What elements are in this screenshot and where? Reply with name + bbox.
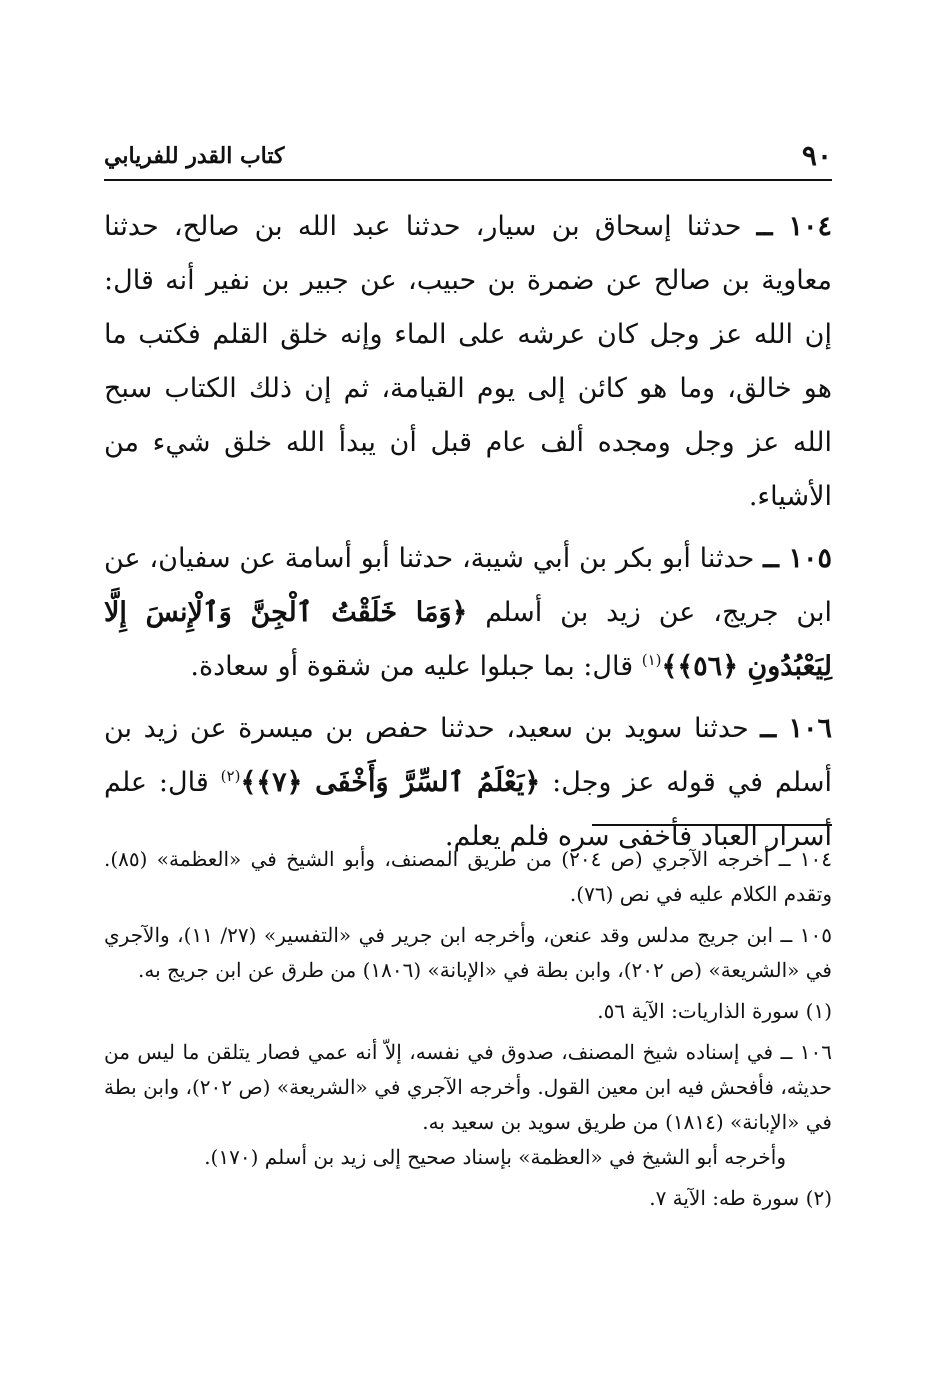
hadith-105 bbox=[104, 532, 832, 694]
hadith-text: حدثنا أبو بكر بن أبي شيبة، حدثنا أبو أسامة عن سفيان، عن ابن جريج، عن زيد بن أسلم bbox=[104, 543, 832, 628]
footnote-2 bbox=[104, 1181, 832, 1216]
footnote-text: وأخرجه أبو الشيخ في «العظمة» بإسناد صحيح إلى زيد بن أسلم (١٧٠). bbox=[204, 1145, 786, 1169]
quran-verse: ﴿وَمَا خَلَقْتُ ٱلْجِنَّ وَٱلْإِنسَ إِلَّا لِيَعْبُدُونِ ﴿٥٦﴾﴾ bbox=[104, 597, 832, 682]
footnote-label: (١) bbox=[805, 999, 832, 1023]
footnote-text: سورة الذاريات: الآية ٥٦. bbox=[597, 999, 806, 1023]
footnotes bbox=[104, 842, 832, 1222]
footnote-text: ابن جريج مدلس وقد عنعن، وأخرجه ابن جرير في «التفسير» (٢٧/ ١١)، والآجري في «الشريعة» (ص ٢٠٢)، وابن بطة في «الإبانة» (١٨٠٦) من طرق عن ابن جريج به. bbox=[104, 923, 832, 982]
hadith-number: ١٠٥ ــ bbox=[763, 543, 832, 574]
hadith-104 bbox=[104, 200, 832, 524]
footnote-text: أخرجه الآجري (ص ٢٠٤) من طريق المصنف، وأبو الشيخ في «العظمة» (٨٥). وتقدم الكلام عليه في نص (٧٦). bbox=[104, 847, 832, 906]
hadith-text: حدثنا إسحاق بن سيار، حدثنا عبد الله بن صالح، حدثنا معاوية بن صالح عن ضمرة بن حبيب، عن جبير بن نفير أنه قال: إن الله عز وجل كان عرشه على الماء وإنه خلق القلم فكتب ما هو خالق، وما هو كائن إلى يوم القيامة، ثم إن ذلك الكتاب سبح الله عز وجل ومجده ألف عام قبل أن يبدأ الله خلق شيء من الأشياء. bbox=[104, 211, 832, 512]
page-header bbox=[104, 135, 832, 181]
quran-verse: ﴿يَعْلَمُ ٱلسِّرَّ وَأَخْفَى ﴿٧﴾﴾ bbox=[240, 767, 541, 798]
hadith-106 bbox=[104, 702, 832, 864]
footnote-1 bbox=[104, 994, 832, 1029]
footnote-106-continued bbox=[104, 1140, 832, 1175]
footnote-separator bbox=[592, 824, 832, 826]
footnote-label: ١٠٥ ــ bbox=[780, 923, 832, 947]
book-title: كتاب القدر للفريابي bbox=[104, 143, 285, 169]
hadith-number: ١٠٦ ــ bbox=[760, 713, 832, 744]
footnote-text: في إسناده شيخ المصنف، صدوق في نفسه، إلاّ أنه عمي فصار يتلقن ما ليس من حديثه، فأفحش فيه ابن معين القول. وأخرجه الآجري في «الشريعة» (ص ٢٠٢)، وابن بطة في «الإبانة» (١٨١٤) من طريق سويد بن سعيد به. bbox=[104, 1040, 832, 1134]
footnote-text: سورة طه: الآية ٧. bbox=[649, 1186, 806, 1210]
hadith-text: حدثنا سويد بن سعيد، حدثنا حفص بن ميسرة عن زيد بن أسلم في قوله عز وجل: bbox=[104, 713, 832, 798]
footnote-104 bbox=[104, 842, 832, 912]
page-number: ٩٠ bbox=[801, 139, 832, 172]
footnote-106 bbox=[104, 1035, 832, 1140]
main-text bbox=[104, 200, 832, 872]
footnote-label: (٢) bbox=[805, 1186, 832, 1210]
footnote-105 bbox=[104, 918, 832, 988]
hadith-number: ١٠٤ ــ bbox=[756, 211, 832, 242]
footnote-label: ١٠٤ ــ bbox=[778, 847, 833, 871]
footnote-ref: (١) bbox=[641, 651, 662, 669]
hadith-text: قال: علم أسرار العباد فأخفى سره فلم يعلم. bbox=[104, 767, 832, 852]
footnote-label: ١٠٦ ــ bbox=[780, 1040, 833, 1064]
hadith-text: قال: بما جبلوا عليه من شقوة أو سعادة. bbox=[190, 651, 642, 682]
footnote-ref: (٢) bbox=[220, 767, 241, 785]
